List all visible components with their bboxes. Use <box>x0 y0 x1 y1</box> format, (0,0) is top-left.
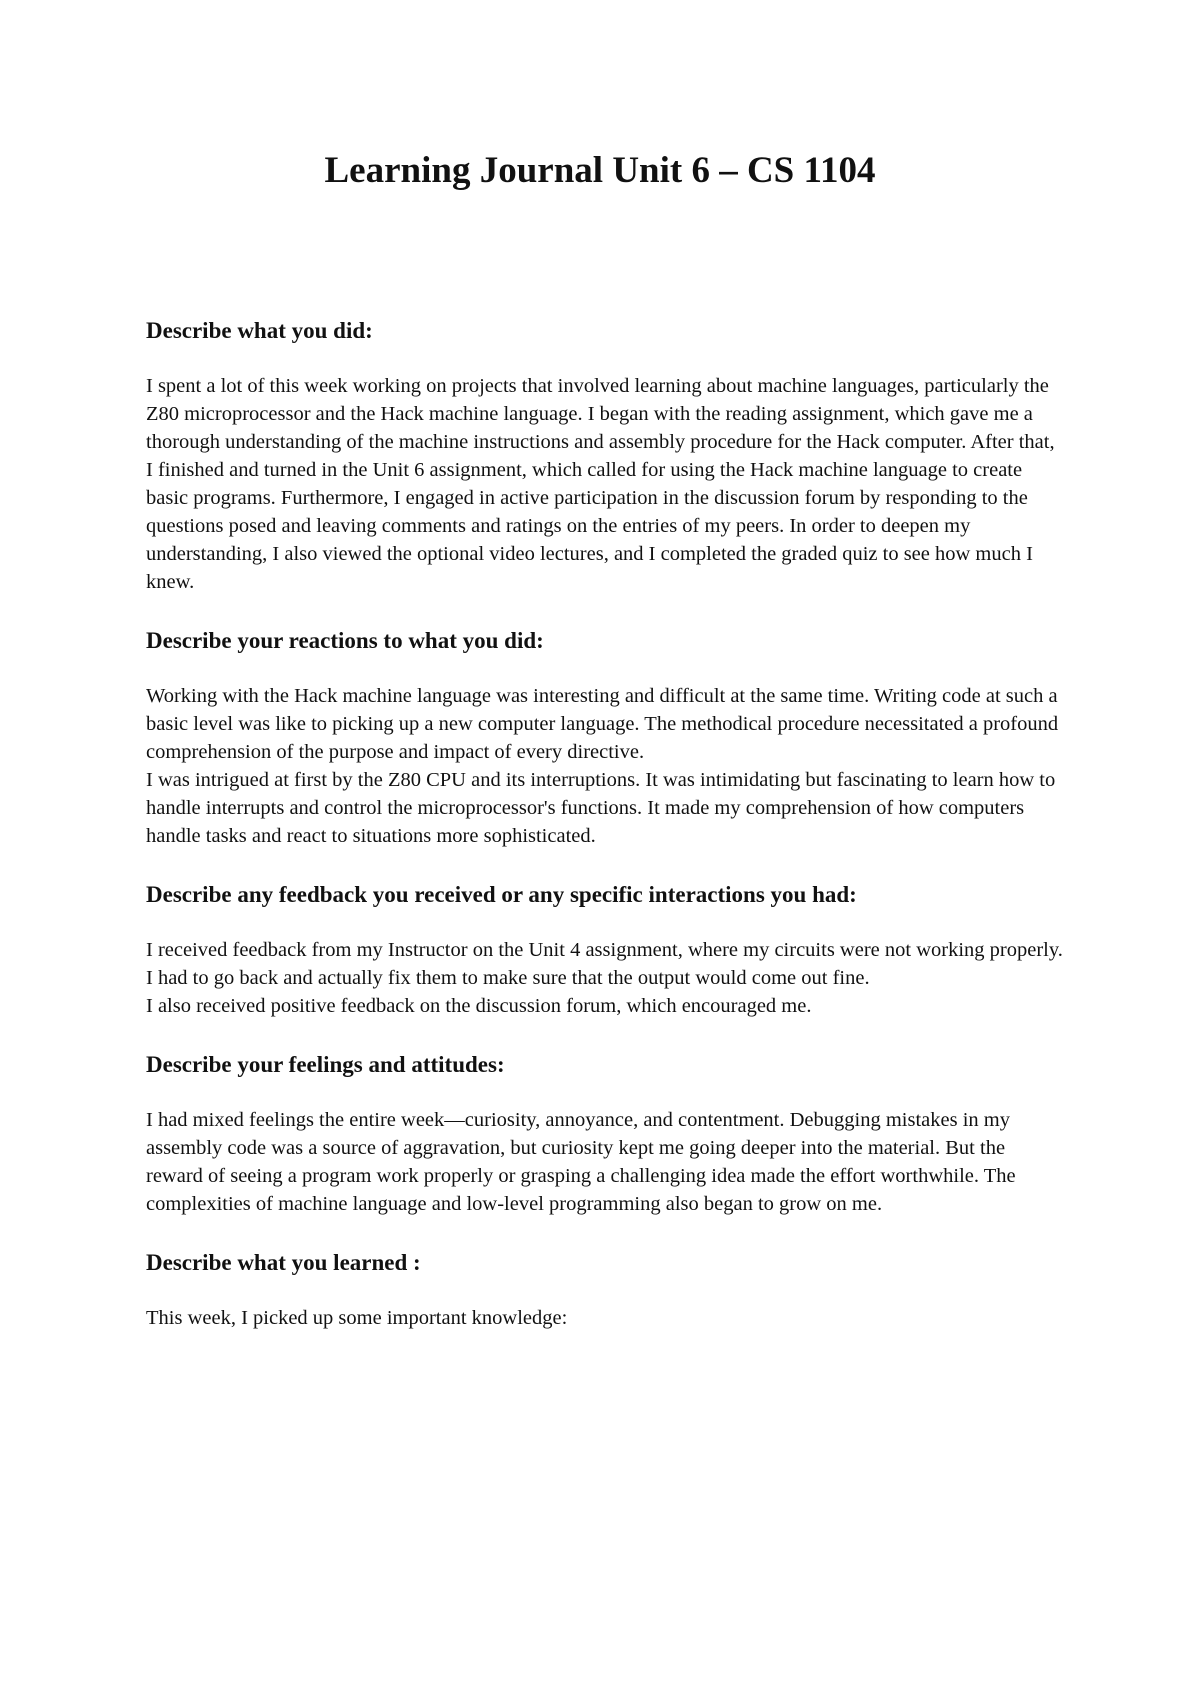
section-learned <box>146 1248 1066 1332</box>
section-paragraph: I spent a lot of this week working on projects that involved learning about machine languages, particularly the Z80 microprocessor and the Hack machine language. I began with the reading assignment, which gave me a thorough understanding of the machine instructions and assembly procedure for the Hack computer. After that, I finished and turned in the Unit 6 assignment, which called for using the Hack machine language to create basic programs. Furthermore, I engaged in active participation in the discussion forum by responding to the questions posed and leaving comments and ratings on the entries of my peers. In order to deepen my understanding, I also viewed the optional video lectures, and I completed the graded quiz to see how much I knew. <box>146 375 1055 593</box>
section-reactions <box>146 626 1066 850</box>
page-title: Learning Journal Unit 6 – CS 1104 <box>324 150 876 191</box>
section-heading: Describe what you learned : <box>146 1250 421 1275</box>
section-paragraph: This week, I picked up some important knowledge: <box>146 1307 568 1329</box>
section-heading: Describe what you did: <box>146 318 373 343</box>
section-paragraph: Working with the Hack machine language was interesting and difficult at the same time. Writing code at such a basic level was like to picking up a new computer language. The methodical procedure necessitated a profound comprehension of the purpose and impact of every directive. <box>146 685 1059 763</box>
section-heading: Describe your feelings and attitudes: <box>146 1052 505 1077</box>
section-paragraph: I had mixed feelings the entire week—curiosity, annoyance, and contentment. Debugging mistakes in my assembly code was a source of aggravation, but curiosity kept me going deeper into the material. But the reward of seeing a program work properly or grasping a challenging idea made the effort worthwhile. The complexities of machine language and low-level programming also began to grow on me. <box>146 1109 1016 1215</box>
document-body <box>146 316 1066 1362</box>
section-paragraph: I was intrigued at first by the Z80 CPU and its interruptions. It was intimidating but fascinating to learn how to handle interrupts and control the microprocessor's functions. It made my comprehension of how computers handle tasks and react to situations more sophisticated. <box>146 769 1056 847</box>
section-heading: Describe any feedback you received or any specific interactions you had: <box>146 882 857 907</box>
section-paragraph: I also received positive feedback on the discussion forum, which encouraged me. <box>146 995 812 1017</box>
section-feelings <box>146 1050 1066 1218</box>
section-feedback <box>146 880 1066 1020</box>
section-paragraph: I received feedback from my Instructor on the Unit 4 assignment, where my circuits were not working properly. I had to go back and actually fix them to make sure that the output would come out fine. <box>146 939 1063 989</box>
section-what-you-did <box>146 316 1066 596</box>
section-heading: Describe your reactions to what you did: <box>146 628 544 653</box>
